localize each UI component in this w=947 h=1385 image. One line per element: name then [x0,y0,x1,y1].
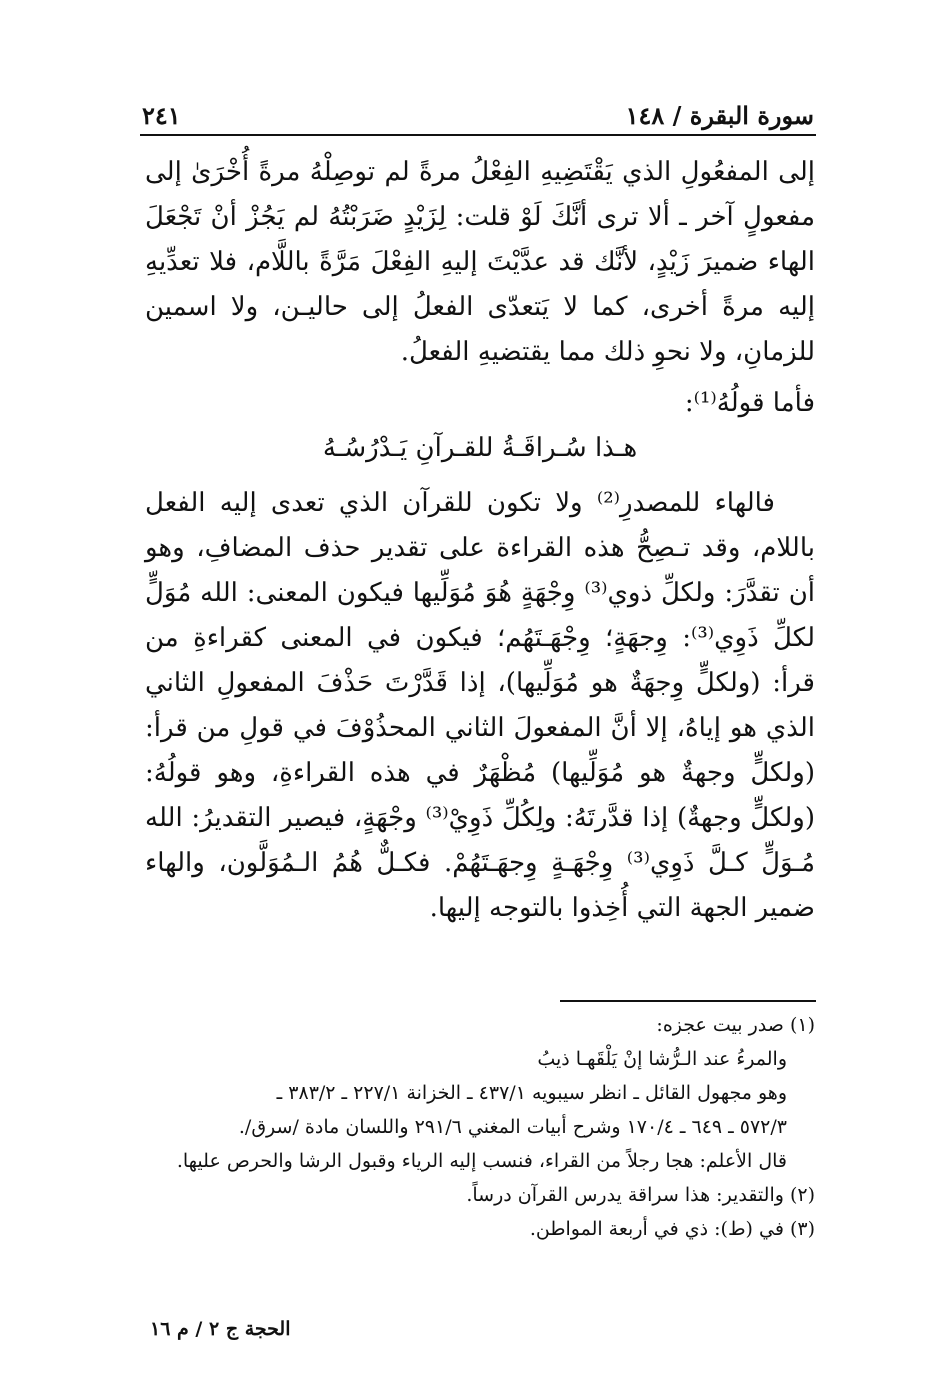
page-number: ٢٤١ [142,101,181,130]
footnote-3: (٣) في (ط): ذي في أربعة المواطن. [529,1218,815,1240]
signature-mark: الحجة ج ٢ / م ١٦ [150,1318,291,1340]
header-rule [140,134,816,136]
quote-intro: فأما قولُهُ⁽¹⁾: [684,388,815,418]
footnote-1-comment: قال الأعلم: هجا رجلاً من القراء، فنسب إليه الرياء وقبول الرشا والحرص عليها. [176,1150,787,1172]
paragraph-1: إلى المفعُولِ الذي يَقْتَضِيهِ الفِعْلُ مرةً لم توصِلْهُ مرةً أُخْرَىٰ إلى مفعولٍ آخر ـ ألا ترى أنَّكَ لَوْ قلت: لِزَيْدٍ ضَرَبْتُهُ لم يَجُزْ أنْ تَجْعَلَ الهاء ضميرَ زَيْدٍ، لأنَّك قد عدَّيْتَ إليهِ الفِعْلَ مَرَّةً باللَّام، فلا تعدِّيهِ إليه مرةً أخرى، كما لا يَتعدّى الفعلُ إلى حاليـن، ولا اسمين للزمانِ، ولا نحوِ ذلك مما يقتضيهِ الفعلُ. [145,157,815,367]
footnote-1-source: وهو مجهول القائل ـ انظر سيبويه ٤٣٧/١ ـ الخزانة ٢٢٧/١ ـ ٣٨٣/٢ ـ [276,1082,787,1104]
footnote-rule [560,1000,816,1002]
running-title: سورة البقرة / ١٤٨ [625,101,814,130]
page-header [142,96,814,130]
poetry-verse: هـذا سُـراقَـةُ للقـرآنِ يَـدْرُسُـهُ [322,433,638,463]
footnote-1-verse: والمرءُ عند الـرُّشا إنْ يَلْقَهـا ذيبُ [537,1048,787,1070]
main-text [145,150,815,931]
footnote-1-title: (١) صدر بيت عجزه: [656,1014,815,1036]
footnote-1-source-cont: ٥٧٢/٣ ـ ٦٤٩ ـ ١٧٠/٤ وشرح أبيات المغني ٢٩١/٦ واللسان مادة /سرق/. [238,1116,787,1138]
footnotes [150,1008,815,1246]
footnote-2: (٢) والتقدير: هذا سراقة يدرس القرآن درساً. [466,1184,815,1206]
paragraph-2: فالهاء للمصدرِ⁽²⁾ ولا تكون للقرآن الذي تعدى إليه الفعل باللام، وقد تـصِحُّ هذه القراءة على تقدير حذف المضافِ، وهو أن تقدَّرَ: ولكلِّ ذوي⁽³⁾ وِجْهَةٍ هُوَ مُوَلِّيها فيكون المعنى: الله مُوَلٍّ لكلِّ ذَوِي⁽³⁾: وِجهَةٍ؛ وِجْهَـتَهُم؛ فيكون في المعنى كقراءةِ من قرأ: (ولكلٍّ وِجهَةٌ هو مُوَلِّيها)، إذا قَدَّرْتَ حَذْفَ المفعولِ الثاني الذي هو إياهُ، إلا أنَّ المفعولَ الثاني المحذُوْفَ في قولِ من قرأ: (ولكلٍّ وجهةٌ هو مُوَلِّيها) مُظْهَرٌ في هذه القراءةِ، وهو قولُهُ: (ولكلٍّ وجهةٌ) إذا قدَّرتَهُ: ولِكُلِّ ذَوِيْ⁽³⁾ وجْهَةٍ، فيصير التقديرُ: الله مُـوَلٍّ كـلَّ ذَوِي⁽³⁾ وِجْهَـةٍ وِجهَـتَهُمْ. فكـلٌّ هُمُ الـمُوَلَّون، والهاء ضمير الجهة التي أُخِذوا بالتوجه إليها. [145,488,816,923]
